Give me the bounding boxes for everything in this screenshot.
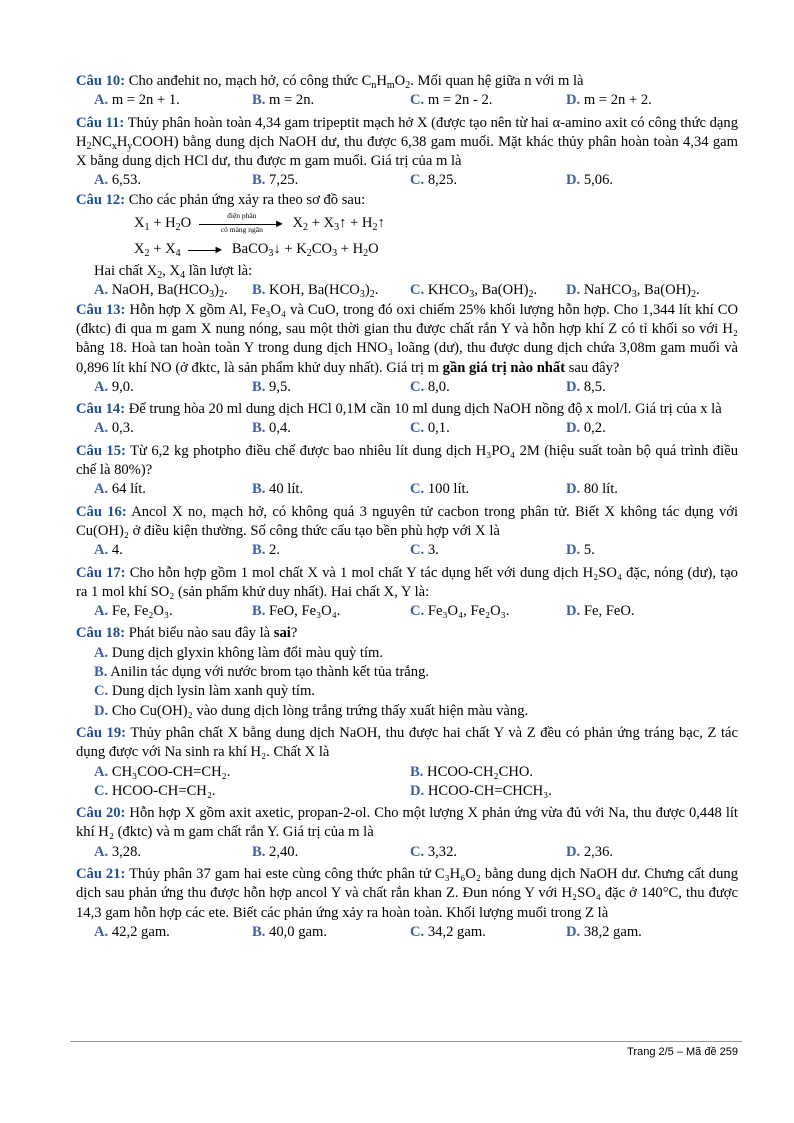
- exam-page: [76, 72, 738, 942]
- option-b[interactable]: B. 40 lít.: [252, 481, 304, 498]
- option-c[interactable]: C. 8,0.: [410, 378, 450, 395]
- question-12: Câu 12: Cho các phản ứng xảy ra theo sơ đồ sau:: [76, 191, 366, 208]
- question-19: Câu 19: Thủy phân chất X bằng dung dịch NaOH, thu được hai chất Y và Z đều có phản ứng tráng bạc, Z tác dụng được với Na sinh ra khí H₂. Chất X là: [76, 724, 738, 761]
- options-21: [76, 923, 738, 942]
- option-c[interactable]: C. 100 lít.: [410, 481, 470, 498]
- options-19-row1: [76, 763, 738, 782]
- option-b[interactable]: B. 9,5.: [252, 378, 291, 395]
- options-12: [76, 281, 738, 300]
- option-b[interactable]: B. FeO, Fe₃O₄.: [252, 603, 341, 620]
- option-d[interactable]: D. m = 2n + 2.: [566, 92, 652, 109]
- option-a[interactable]: A. 4.: [94, 542, 123, 559]
- options-13: [76, 378, 738, 397]
- option-b[interactable]: B. 0,4.: [252, 420, 291, 437]
- option-b[interactable]: B. KOH, $Ba(HCO_3)_2$.: [252, 282, 379, 301]
- option-a[interactable]: A. 3,28.: [94, 843, 142, 860]
- question-10: Câu 10: Cho anđehit no, mạch hở, có công thức $C_nH_mO_2$. Mối quan hệ giữa n với m là: [76, 73, 584, 91]
- options-18: [76, 644, 738, 721]
- option-c[interactable]: C. 3.: [410, 542, 439, 559]
- page-number: Trang 2/5 – Mã đề 259: [627, 1046, 738, 1058]
- option-a[interactable]: A. Dung dịch glyxin không làm đổi màu quỳ tím.: [94, 644, 384, 661]
- option-c[interactable]: C. 8,25.: [410, 172, 458, 189]
- option-c[interactable]: C. $KHCO_3$, $Ba(OH)_2$.: [410, 282, 538, 301]
- options-14: [76, 419, 738, 438]
- question-16: Câu 16: Ancol X no, mạch hở, có không quá 3 nguyên tử cacbon trong phân tử. Biết X không tác dụng với Cu(OH)₂ ở điều kiện thường. Số công thức cấu tạo bền phù hợp với X là: [76, 503, 739, 539]
- option-b[interactable]: B. Anilin tác dụng với nước brom tạo thành kết tủa trắng.: [94, 664, 430, 681]
- option-c[interactable]: C. Fe₃O₄, Fe₂O₃.: [410, 603, 510, 620]
- option-c[interactable]: C. 0,1.: [410, 420, 450, 437]
- reaction-1: $X_1 + H_2O$ điện phân ► có màng ngăn $X_2$ + $X_3↑$ + $H_2↑$: [76, 210, 738, 236]
- option-d[interactable]: D. 5,06.: [566, 172, 614, 189]
- option-c[interactable]: C. m = 2n - 2.: [410, 92, 493, 109]
- option-b[interactable]: B. 2,40.: [252, 843, 299, 860]
- options-10: [76, 91, 738, 110]
- question-13: Câu 13: Hỗn hợp X gồm Al, Fe₃O₄ và CuO, trong đó oxi chiếm 25% khối lượng hỗn hợp. Cho 1,344 lít khí CO (đktc) đi qua m gam X nung nóng, sau một thời gian thu được chất rắn Y và hỗn hợp khí Z có tỉ khối so với H₂ bằng 18. Hoà tan hoàn toàn Y trong dung dịch HNO₃ loãng (dư), thu được dung dịch chứa 3,08m gam muối và 0,896 lít khí NO (ở đktc, là sản phẩm khử duy nhất). Giá trị m gần giá trị nào nhất sau đây?: [76, 301, 738, 376]
- option-b[interactable]: B. 40,0 gam.: [252, 923, 328, 940]
- options-15: [76, 480, 738, 499]
- option-c[interactable]: C. 34,2 gam.: [410, 923, 486, 940]
- reaction-2: $X_2 + X_4$ ► BaCO$_3$↓ + $K_2CO_3 + H_2O$: [76, 236, 738, 262]
- question-12-ask: Hai chất $X_2$, $X_4$ lần lượt là:: [94, 263, 253, 282]
- option-a[interactable]: A. 42,2 gam.: [94, 923, 170, 940]
- option-a[interactable]: A. 9,0.: [94, 378, 134, 395]
- options-20: [76, 843, 738, 862]
- option-d[interactable]: D. Cho Cu(OH)₂ vào dung dịch lòng trắng trứng thấy xuất hiện màu vàng.: [94, 702, 529, 719]
- question-15: Câu 15: Từ 6,2 kg photpho điều chế được bao nhiêu lít dung dịch H₃PO₄ 2M (hiệu suất toàn bộ quá trình điều chế là 80%)?: [76, 442, 738, 479]
- page-footer: [70, 1041, 742, 1058]
- option-d[interactable]: D. 8,5.: [566, 378, 606, 395]
- option-d[interactable]: D. 5.: [566, 542, 595, 559]
- option-a[interactable]: A. 64 lít.: [94, 481, 146, 498]
- option-a[interactable]: A. 0,3.: [94, 420, 134, 437]
- option-b[interactable]: B. m = 2n.: [252, 92, 315, 109]
- option-d[interactable]: D. 80 lít.: [566, 481, 618, 498]
- question-21: Câu 21: Thủy phân 37 gam hai este cùng công thức phân tử C₃H₆O₂ bằng dung dịch NaOH dư. Chưng cất dung dịch sau phản ứng thu được hỗn hợp ancol Y và chất rắn khan Z. Đun nóng Y với H₂SO₄ đặc ở 140°C, thu được 14,3 gam hỗn hợp các ete. Biết các phản ứng xảy ra hoàn toàn. Khối lượng muối trong Z là: [76, 865, 738, 921]
- option-a[interactable]: A. Fe, Fe₂O₃.: [94, 603, 173, 620]
- option-b[interactable]: B. 7,25.: [252, 172, 299, 189]
- arrow-icon: ►: [188, 237, 224, 263]
- options-17: [76, 602, 738, 621]
- arrow-icon: điện phân ► có màng ngăn: [199, 211, 285, 237]
- option-d[interactable]: D. HCOO-CH=CHCH₃.: [410, 782, 552, 799]
- option-c[interactable]: C. 3,32.: [410, 843, 458, 860]
- option-a[interactable]: A. m = 2n + 1.: [94, 92, 180, 109]
- question-20: Câu 20: Hỗn hợp X gồm axit axetic, propan-2-ol. Cho một lượng X phản ứng vừa đủ với Na, thu được 0,448 lít khí H₂ (đktc) và m gam chất rắn Y. Giá trị của m là: [76, 805, 738, 841]
- option-b[interactable]: B. HCOO-CH₂CHO.: [410, 763, 534, 780]
- options-11: [76, 171, 738, 190]
- options-19-row2: [76, 782, 738, 801]
- question-18: Câu 18: Phát biểu nào sau đây là sai?: [76, 625, 298, 642]
- option-d[interactable]: D. 38,2 gam.: [566, 923, 642, 940]
- option-a[interactable]: A. 6,53.: [94, 172, 142, 189]
- option-c[interactable]: C. HCOO-CH=CH₂.: [94, 782, 216, 799]
- question-11: Câu 11: Thủy phân hoàn toàn 4,34 gam tripeptit mạch hở X (được tạo nên từ hai α-amino axit có công thức dạng $H_2NC_xH_yCOOH$) bằng dung dịch NaOH dư, thu được 6,38 gam muối. Mặt khác thủy phân hoàn toàn 4,34 gam X bằng dung dịch HCl dư, thu được m gam muối. Giá trị của m là: [76, 114, 739, 170]
- option-b[interactable]: B. 2.: [252, 542, 280, 559]
- question-17: Câu 17: Cho hỗn hợp gồm 1 mol chất X và 1 mol chất Y tác dụng hết với dung dịch H₂SO₄ đặc, nóng (dư), tạo ra 1 mol khí SO₂ (sản phẩm khử duy nhất). Hai chất X, Y là:: [76, 564, 738, 600]
- options-16: [76, 541, 738, 560]
- option-a[interactable]: A. NaOH, $Ba(HCO_3)_2$.: [94, 282, 228, 301]
- question-14: Câu 14: Để trung hòa 20 ml dung dịch HCl 0,1M cần 10 ml dung dịch NaOH nồng độ x mol/l. Giá trị của x là: [76, 401, 722, 418]
- option-d[interactable]: D. 2,36.: [566, 843, 614, 860]
- option-d[interactable]: D. 0,2.: [566, 420, 606, 437]
- option-d[interactable]: D. Fe, FeO.: [566, 603, 635, 620]
- option-a[interactable]: A. CH₃COO-CH=CH₂.: [94, 763, 231, 780]
- option-d[interactable]: D. NaHCO$_3$, $Ba(OH)_2$.: [566, 282, 700, 301]
- option-c[interactable]: C. Dung dịch lysin làm xanh quỳ tím.: [94, 683, 315, 700]
